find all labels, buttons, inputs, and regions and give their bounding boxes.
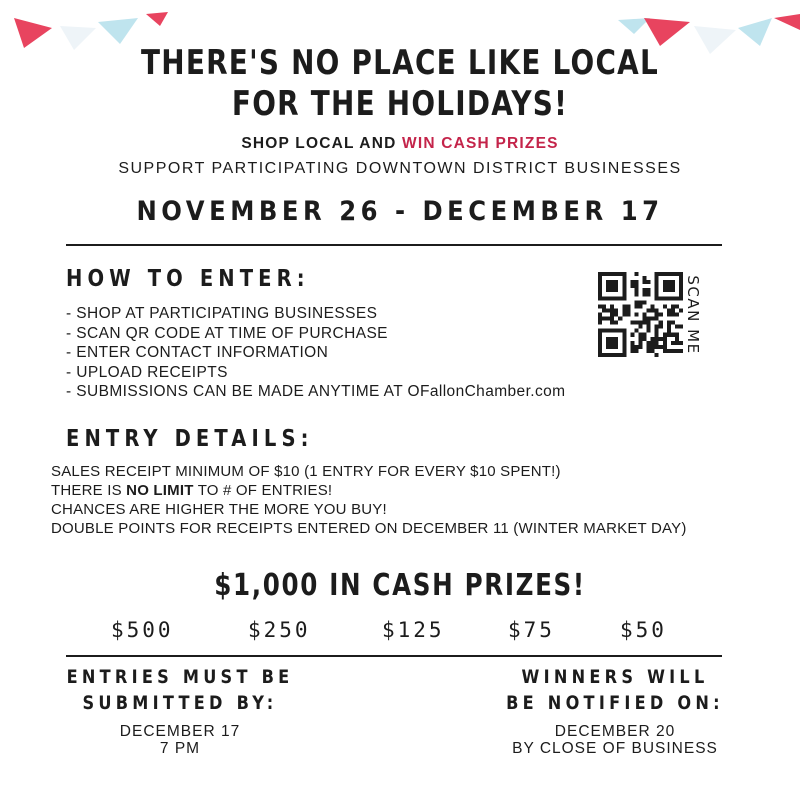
qr-code-icon[interactable] [598, 272, 683, 357]
list-item: - SUBMISSIONS CAN BE MADE ANYTIME AT OFallonChamber.com [66, 383, 566, 400]
winners-time: BY CLOSE OF BUSINESS [512, 740, 718, 757]
title-line-1: THERE'S NO PLACE LIKE LOCAL [141, 43, 659, 83]
prize-amount: $125 [382, 618, 445, 642]
deadline-heading-line: SUBMITTED BY: [82, 692, 278, 714]
divider-bottom [66, 655, 722, 657]
winners-value [480, 723, 750, 757]
prize-amount: $250 [248, 618, 311, 642]
subtitle-line-2: SUPPORT PARTICIPATING DOWNTOWN DISTRICT BUSINESSES [118, 160, 682, 177]
deadline-heading-line: ENTRIES MUST BE [66, 666, 294, 688]
subtitle-line-1 [0, 135, 800, 153]
winners-heading-line: WINNERS WILL [521, 666, 709, 688]
scan-me-text: SCAN ME [684, 275, 702, 355]
deadline-time: 7 PM [159, 740, 201, 757]
winners-heading [496, 664, 734, 716]
cash-prizes-title: $1,000 IN CASH PRIZES! [214, 568, 586, 603]
divider-top [66, 244, 722, 246]
entry-details-text [51, 462, 687, 538]
subtitle-prefix: SHOP LOCAL AND [241, 135, 402, 152]
no-limit-text: NO LIMIT [126, 482, 194, 499]
prize-amount: $75 [508, 618, 555, 642]
winners-date: DECEMBER 20 [554, 723, 676, 740]
deadline-value [80, 723, 280, 757]
prize-amount: $50 [620, 618, 667, 642]
title-line-2: FOR THE HOLIDAYS! [231, 84, 569, 124]
winners-heading-line: BE NOTIFIED ON: [506, 692, 724, 714]
list-item: - UPLOAD RECEIPTS [66, 363, 228, 381]
detail-line: SALES RECEIPT MINIMUM OF $10 (1 ENTRY FOR EVERY $10 SPENT!) [51, 463, 561, 480]
detail-prefix: THERE IS [51, 482, 127, 499]
detail-suffix: TO # OF ENTRIES! [193, 482, 333, 499]
event-dates: NOVEMBER 26 - DECEMBER 17 [136, 196, 664, 227]
subtitle-highlight: WIN CASH PRIZES [402, 135, 559, 152]
list-item: - ENTER CONTACT INFORMATION [66, 344, 329, 361]
prize-amount: $500 [111, 618, 174, 642]
deadline-date: DECEMBER 17 [119, 723, 241, 740]
detail-line [51, 481, 687, 500]
list-item: - SCAN QR CODE AT TIME OF PURCHASE [66, 324, 388, 342]
list-item: - SHOP AT PARTICIPATING BUSINESSES [66, 305, 378, 322]
detail-line: DOUBLE POINTS FOR RECEIPTS ENTERED ON DECEMBER 11 (WINTER MARKET DAY) [51, 520, 687, 537]
how-to-enter-steps [66, 304, 565, 402]
entry-details-heading: ENTRY DETAILS: [66, 426, 314, 452]
detail-line: CHANCES ARE HIGHER THE MORE YOU BUY! [51, 501, 387, 518]
how-to-enter-heading: HOW TO ENTER: [66, 266, 310, 292]
deadline-heading [61, 664, 299, 716]
scan-me-label [678, 270, 708, 360]
